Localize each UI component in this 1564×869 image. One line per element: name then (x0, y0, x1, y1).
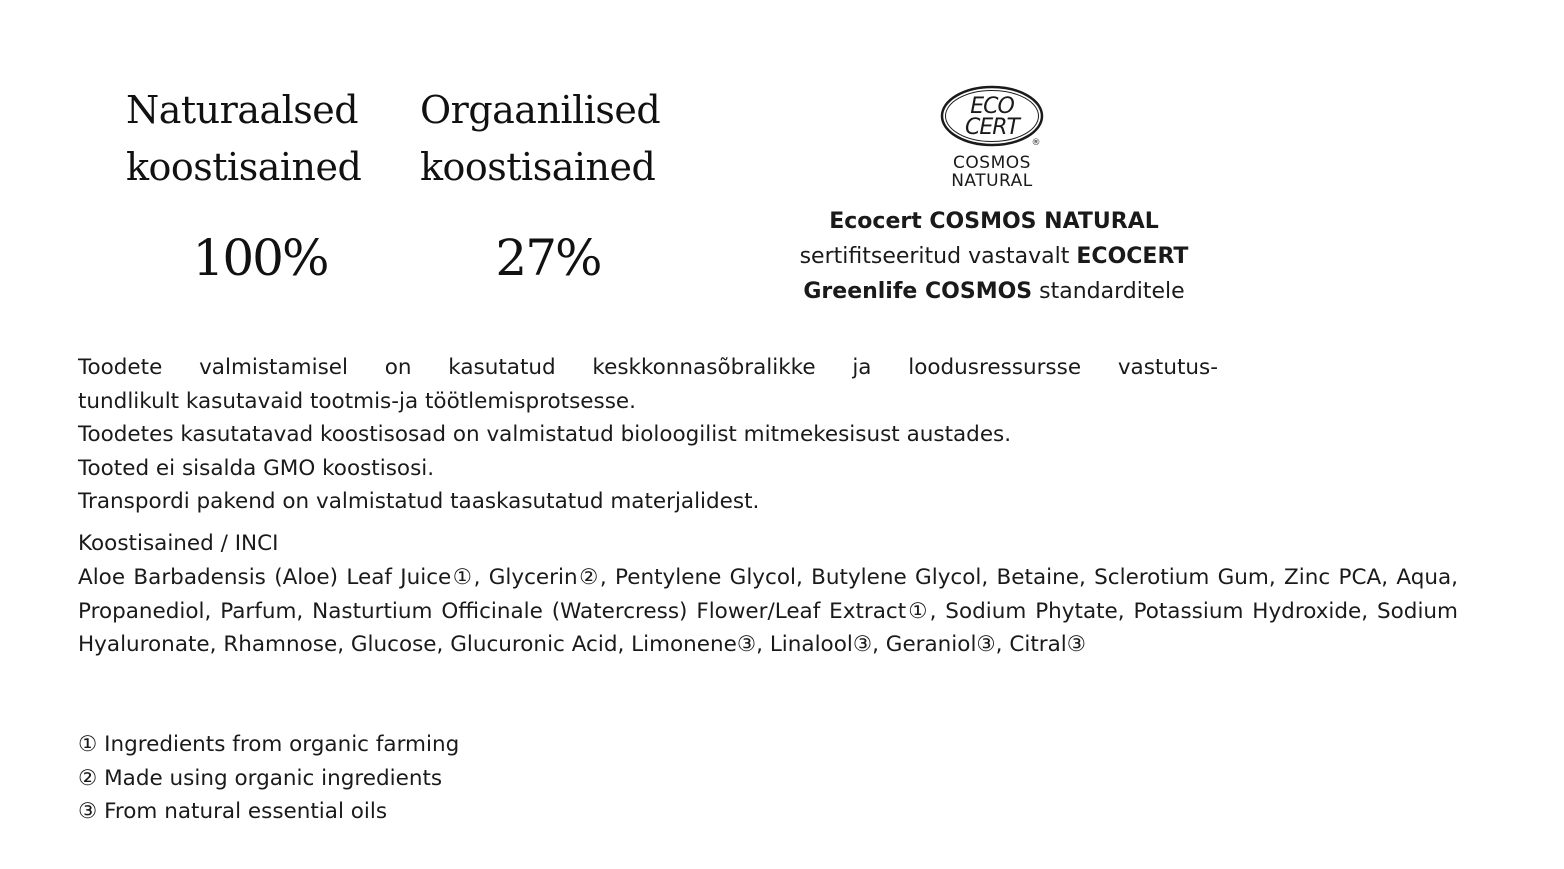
natural-ingredients-percent: 100% (192, 229, 328, 287)
description-line-1: Toodete valmistamisel on kasutatud keskkonnasõbralikke ja loodusressursse vastutus- (78, 355, 1218, 380)
ingredients-label: Koostisained / INCI (78, 531, 279, 556)
description-line-4: Tooted ei sisalda GMO koostisosi. (78, 455, 435, 481)
description-line-3: Toodetes kasutatavad koostisosad on valmistatud bioloogilist mitmekesisust austades. (78, 422, 1012, 447)
organic-title-line2: koostisained (420, 145, 656, 189)
ecocert-logo-natural: NATURAL (951, 171, 1033, 191)
product-description (78, 351, 1218, 519)
footnote-essential-oils: ③ From natural essential oils (78, 799, 388, 824)
ecocert-cosmos-logo (930, 84, 1054, 192)
description-line-5: Transpordi pakend on valmistatud taaskasutatud materjalidest. (78, 489, 760, 514)
cert-name: Ecocert COSMOS NATURAL (829, 209, 1159, 234)
cert-line-1 (720, 204, 1268, 239)
cert-certified-text: sertifitseeritud vastavalt (799, 244, 1077, 269)
natural-ingredients-title (126, 82, 361, 196)
organic-ingredients-percent: 27% (495, 229, 601, 287)
cert-standard: Greenlife COSMOS (803, 279, 1033, 304)
organic-title-line1: Orgaanilised (420, 88, 661, 132)
organic-ingredients-title (420, 82, 660, 196)
cert-body: ECOCERT (1076, 244, 1189, 269)
cert-standards-text: standarditele (1032, 279, 1185, 304)
cert-line-3 (720, 274, 1268, 309)
natural-title-line2: koostisained (126, 145, 362, 189)
description-line-2: tundlikult kasutavaid tootmis-ja töötlemisprotsesse. (78, 388, 636, 414)
ecocert-logo-cert: CERT (965, 115, 1019, 140)
natural-title-line1: Naturaalsed (126, 88, 359, 132)
ecocert-logo-cosmos: COSMOS (953, 153, 1031, 173)
footnote-organic-ingredients: ② Made using organic ingredients (78, 765, 443, 791)
ecocert-logo-registered: ® (1031, 138, 1041, 148)
footnote-organic-farming: ① Ingredients from organic farming (78, 732, 460, 757)
certification-text (720, 204, 1268, 309)
ingredient-footnotes (78, 728, 459, 829)
cert-line-2 (720, 239, 1268, 274)
ingredients-list: Aloe Barbadensis (Aloe) Leaf Juice①, Glycerin②, Pentylene Glycol, Butylene Glycol, Betaine, Sclerotium Gum, Zinc PCA, Aqua, Propanediol, Parfum, Nasturtium Officinale (Watercress) Flower/Leaf Extract①, Sodium Phytate, Potassium Hydroxide, Sodium Hyaluronate, Rhamnose, Glucose, Glucuronic Acid, Limonene③, Linalool③, Geraniol③, Citral③ (78, 565, 1458, 657)
ecocert-logo-eco: ECO (970, 94, 1014, 119)
